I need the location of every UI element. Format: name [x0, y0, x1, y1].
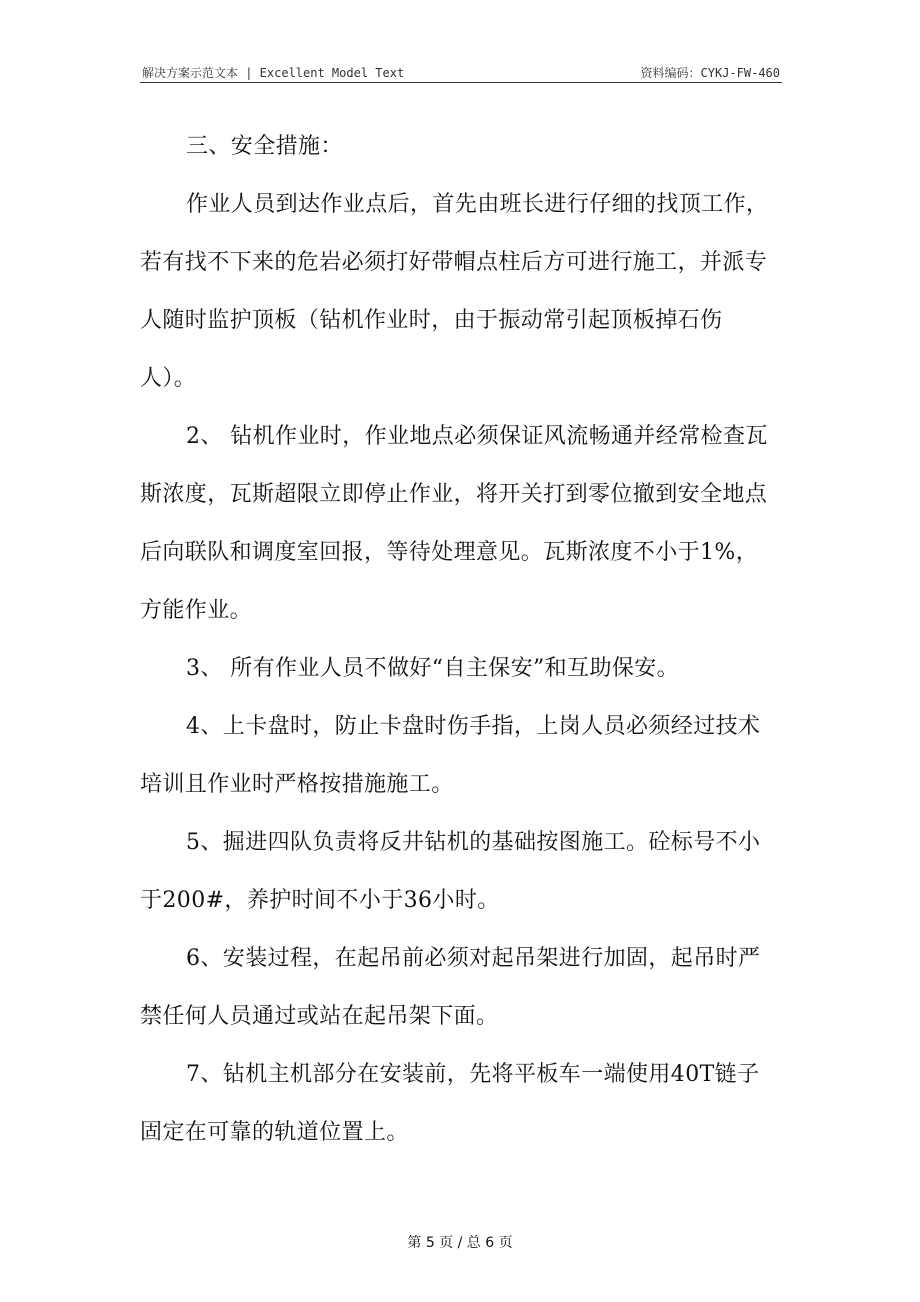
paragraph-7: 7、钻机主机部分在安装前，先将平板车一端使用40T链子固定在可靠的轨道位置上。	[140, 1062, 760, 1145]
header-divider	[140, 82, 782, 83]
section-heading: 三、安全措施：	[186, 134, 343, 159]
paragraph-3: 3、 所有作业人员不做好“自主保安”和互助保安。	[186, 656, 680, 681]
header-doc-code: 资料编码：CYKJ-FW-460	[640, 66, 780, 80]
page-number: 第 5 页 / 总 6 页	[407, 1235, 513, 1251]
document-body	[140, 118, 772, 1162]
page-footer	[0, 1232, 920, 1252]
paragraph-4: 4、上卡盘时，防止卡盘时伤手指，上岗人员必须经过技术培训且作业时严格按措施施工。	[140, 714, 761, 797]
paragraph-2: 2、 钻机作业时，作业地点必须保证风流畅通并经常检查瓦斯浓度，瓦斯超限立即停止作业，将开关打到零位撤到安全地点后向联队和调度室回报，等待处理意见。瓦斯浓度不小于1%，方能作业。	[140, 424, 768, 623]
header-title: 解决方案示范文本 | Excellent Model Text	[142, 66, 405, 80]
paragraph-1: 作业人员到达作业点后，首先由班长进行仔细的找顶工作，若有找不下来的危岩必须打好带帽点柱后方可进行施工，并派专人随时监护顶板（钻机作业时，由于振动常引起顶板掉石伤人）。	[140, 192, 769, 391]
paragraph-6: 6、安装过程，在起吊前必须对起吊架进行加固，起吊时严禁任何人员通过或站在起吊架下面。	[140, 946, 761, 1029]
paragraph-5: 5、掘进四队负责将反井钻机的基础按图施工。砼标号不小于200#，养护时间不小于36小时。	[140, 830, 761, 913]
page-header	[140, 62, 782, 82]
